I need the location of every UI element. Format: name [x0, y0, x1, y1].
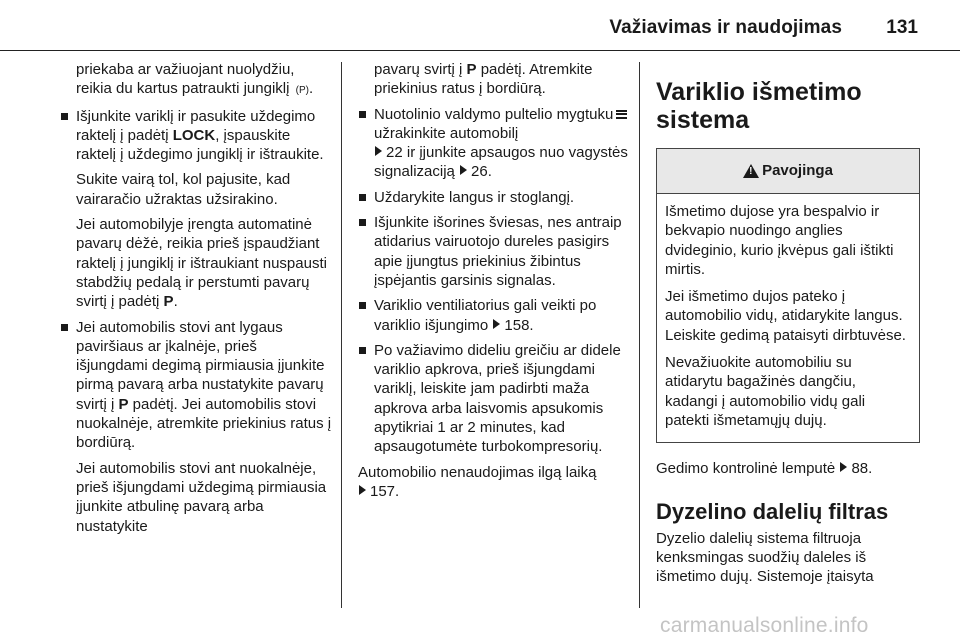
list-item: Uždarykite langus ir stoglangį. — [358, 188, 640, 207]
page-ref-icon — [493, 319, 500, 329]
page-ref-icon — [840, 462, 847, 472]
warning-box — [656, 148, 920, 443]
list-item-paragraph: Jei automobilis stovi ant nuokalnėje, prieš išjungdami uždegimą pirmiausia įjunkite atbulinę pavarą arba nustatykite — [76, 459, 327, 535]
list-item: Išjunkite išorines šviesas, nes antraip atidarius vairuotojo dureles pasigirs apie įjungtus priekinius žibintus įspėjantis garsinis signalas. — [358, 213, 640, 290]
warning-header: ! Pavojinga — [657, 149, 919, 194]
warning-paragraph: Nevažiuokite automobiliu su atidarytu bagažinės dangčiu, kadangi į automobilio vidų gali patekti išmetamųjų dujų. — [665, 354, 866, 429]
lock-button-icon — [616, 110, 627, 119]
chapter-title: Važiavimas ir naudojimas — [609, 17, 842, 38]
warning-paragraph: Išmetimo dujose yra bespalvio ir bekvapio nuodingo anglies dvideginio, kurio įkvėpus gali ištikti mirtis. — [665, 203, 894, 278]
page-ref-icon — [375, 146, 382, 156]
warning-body — [657, 194, 919, 442]
warning-paragraph: Jei išmetimo dujos pateko į automobilio vidų, atidarykite langus. Leiskite gedimą pataisyti dirbtuvėse. — [665, 288, 906, 344]
section-heading: Variklio išmetimo sistema — [656, 78, 862, 134]
continued-paragraph: priekaba ar važiuojant nuolydžiu, reikia du kartus patraukti jungiklį (P). — [60, 60, 332, 101]
page-header — [0, 0, 960, 50]
list-item: Po važiavimo dideliu greičiu ar didele variklio apkrova, prieš išjungdami variklį, leiskite jam padirbti maža apkrova arba laisvomis apsukomis apytikriai 1 ar 2 minutes, kad apsaugotumėte turbokompresorių. — [358, 341, 640, 457]
list-item: Išjunkite variklį ir pasukite uždegimo raktelį į padėtį LOCK, įspauskite raktelį į uždegimo jungiklį ir ištraukite. — [60, 107, 332, 165]
column-divider — [341, 62, 342, 608]
list-item-paragraph: Sukite vairą tol, kol pajusite, kad vairaračio užraktas užsirakino. — [76, 171, 291, 208]
column-1 — [60, 60, 332, 542]
list-item-paragraph: Jei automobilyje įrengta automatinė pavarų dėžė, reikia prieš įspaudžiant raktelį į jungiklį ir ištraukiant nuspausti stabdžių pedalą ir perstumti pavarų svirtį į padėtį P. — [76, 216, 327, 311]
list-item: Variklio ventiliatorius gali veikti po variklio išjungimo 158. — [358, 296, 640, 335]
paragraph: Automobilio nenaudojimas ilgą laiką 157. — [358, 463, 597, 500]
column-3 — [656, 60, 920, 592]
page-ref-icon — [359, 485, 366, 495]
warning-triangle-icon: ! — [743, 164, 759, 178]
page-ref-icon — [460, 165, 467, 175]
watermark: carmanualsonline.info — [660, 614, 869, 637]
page-number: 131 — [886, 17, 918, 38]
column-divider — [639, 62, 640, 608]
list-item: Nuotolinio valdymo pultelio mygtukuužrakinkite automobilį 22 ir įjunkite apsaugos nuo vagystės signalizaciją 26. — [358, 105, 640, 182]
paragraph: Gedimo kontrolinė lemputė 88. — [656, 460, 873, 478]
section-heading: Dyzelino dalelių filtras — [656, 498, 889, 524]
paragraph: Dyzelio dalelių sistema filtruoja kenksmingas suodžių daleles iš išmetimo dujų. Sistemoje įtaisyta — [656, 529, 874, 586]
column-2 — [358, 60, 640, 507]
list-item: Jei automobilis stovi ant lygaus paviršiaus ar įkalnėje, prieš išjungdami degimą pirmiausia įjunkite pirmą pavarą arba nustatykite pavarų svirtį į P padėtį. Jei automobilis stovi nuokalnėje, atremkite priekinius ratus į bordiūrą. — [60, 318, 332, 453]
header-rule — [0, 50, 960, 51]
parking-brake-icon: (P) — [295, 85, 309, 97]
continued-paragraph: pavarų svirtį į P padėtį. Atremkite priekinius ratus į bordiūrą. — [374, 61, 593, 98]
